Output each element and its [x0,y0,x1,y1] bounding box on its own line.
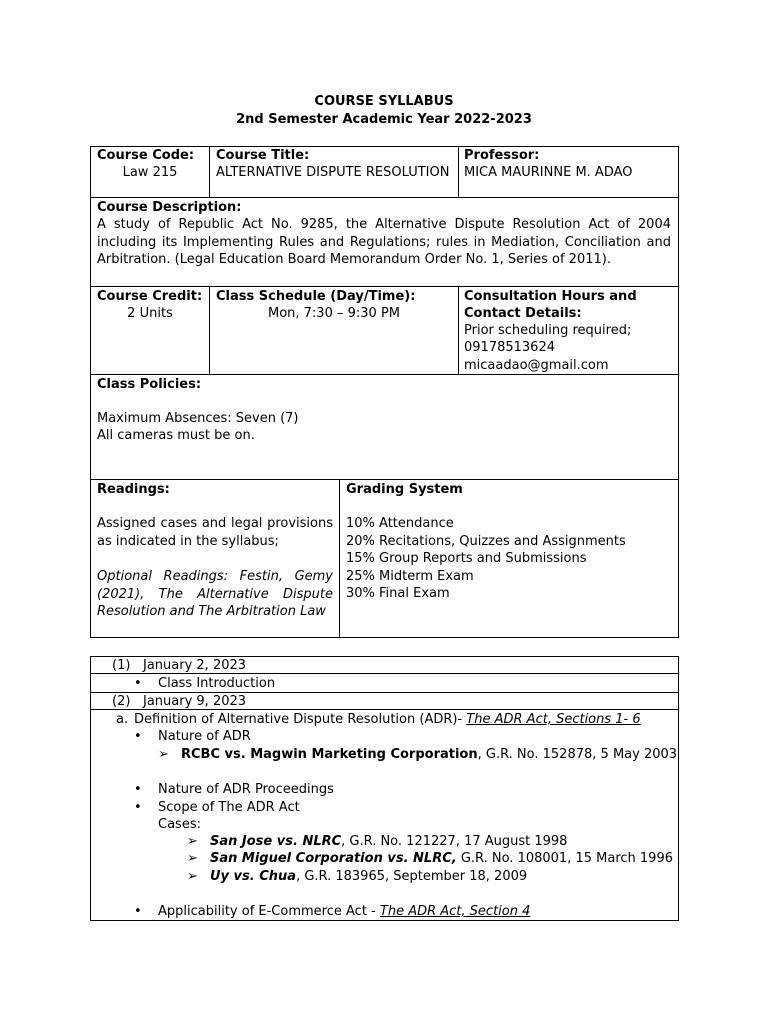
case-name: San Miguel Corporation vs. NLRC, [210,851,457,866]
policy-absences: Maximum Absences: Seven (7) [97,411,299,426]
topic-item [158,903,530,921]
optional-readings: Optional Readings: Festin, Gemy (2021), The Alternative Dispute Resolution and The Arbitration Law [97,569,333,619]
topic-letter: a. [116,712,129,727]
case-item [210,850,673,868]
course-title: ALTERNATIVE DISPUTE RESOLUTION [216,165,450,180]
bullet-icon: • [134,782,142,797]
class-schedule: Mon, 7:30 – 9:30 PM [267,306,400,321]
course-code: Law 215 [122,165,178,180]
course-credit-label: Course Credit: [97,289,203,304]
course-description-label: Course Description: [97,200,242,215]
topic-item: Nature of ADR Proceedings [158,782,334,797]
professor-name: MICA MAURINNE M. ADAO [464,165,633,180]
assigned-readings: Assigned cases and legal provisions as indicated in the syllabus; [97,516,333,549]
topic-item: Class Introduction [158,676,276,691]
grading-item: 30% Final Exam [346,586,450,601]
topic-text: Applicability of E-Commerce Act - [158,904,376,919]
table-divider [458,146,459,197]
topic-text: Definition of Alternative Dispute Resolution (ADR)- [134,712,463,727]
case-citation: , G.R. 183965, September 18, 2009 [296,869,528,884]
consultation-label: Consultation Hours and [464,289,637,304]
grading-system-label: Grading System [346,482,463,497]
table-divider [209,286,210,374]
table-divider [90,286,679,287]
document-title: COURSE SYLLABUS [314,94,454,109]
arrow-icon: ➢ [158,747,169,762]
case-item [181,746,677,764]
document-subtitle: 2nd Semester Academic Year 2022-2023 [236,112,532,127]
arrow-icon: ➢ [187,851,198,866]
table-divider [90,479,679,480]
case-item [210,868,527,886]
contact-details-label: Contact Details: [464,306,582,321]
bullet-icon: • [134,729,142,744]
case-citation: , G.R. No. 121227, 17 August 1998 [341,834,568,849]
topic-reference: The ADR Act, Sections 1- 6 [466,712,641,727]
class-schedule-label: Class Schedule (Day/Time): [216,289,416,304]
contact-phone: 09178513624 [464,340,555,355]
readings-label: Readings: [97,482,170,497]
case-name: Uy vs. Chua [210,869,297,884]
course-description: A study of Republic Act No. 9285, the Alternative Dispute Resolution Act of 2004 including its Implementing Rules and Regulations; rules in Mediation, Conciliation and Arbitration. (Legal Education Board Memorandum Order No. 1, Series of 2011). [97,217,671,267]
course-code-label: Course Code: [97,148,195,163]
policy-cameras: All cameras must be on. [97,428,255,443]
course-credit: 2 Units [127,306,173,321]
table-divider [209,146,210,197]
week-number: (2) [112,694,131,709]
case-citation: , G.R. No. 152878, 5 May 2003 [477,747,678,762]
table-divider [339,479,340,638]
grading-item: 10% Attendance [346,516,454,531]
consultation-note: Prior scheduling required; [464,323,632,338]
topic-item: Nature of ADR [158,729,251,744]
case-name: San Jose vs. NLRC [210,834,342,849]
professor-label: Professor: [464,148,540,163]
grading-item: 25% Midterm Exam [346,569,474,584]
case-item [210,833,567,851]
contact-email: micaadao@gmail.com [464,358,609,373]
case-citation: G.R. No. 108001, 15 March 1996 [456,851,673,866]
bullet-icon: • [134,676,142,691]
case-name: RCBC vs. Magwin Marketing Corporation [181,747,478,762]
grading-item: 20% Recitations, Quizzes and Assignments [346,534,626,549]
week-date: January 2, 2023 [143,658,247,673]
class-policies-label: Class Policies: [97,377,202,392]
topic-heading [134,711,641,729]
table-divider [458,286,459,374]
bullet-icon: • [134,904,142,919]
grading-item: 15% Group Reports and Submissions [346,551,587,566]
week-date: January 9, 2023 [143,694,247,709]
table-divider [90,197,679,198]
bullet-icon: • [134,800,142,815]
arrow-icon: ➢ [187,869,198,884]
arrow-icon: ➢ [187,834,198,849]
topic-reference: The ADR Act, Section 4 [379,904,531,919]
cases-label: Cases: [158,817,201,832]
course-title-label: Course Title: [216,148,310,163]
week-number: (1) [112,658,131,673]
topic-item: Scope of The ADR Act [158,800,300,815]
